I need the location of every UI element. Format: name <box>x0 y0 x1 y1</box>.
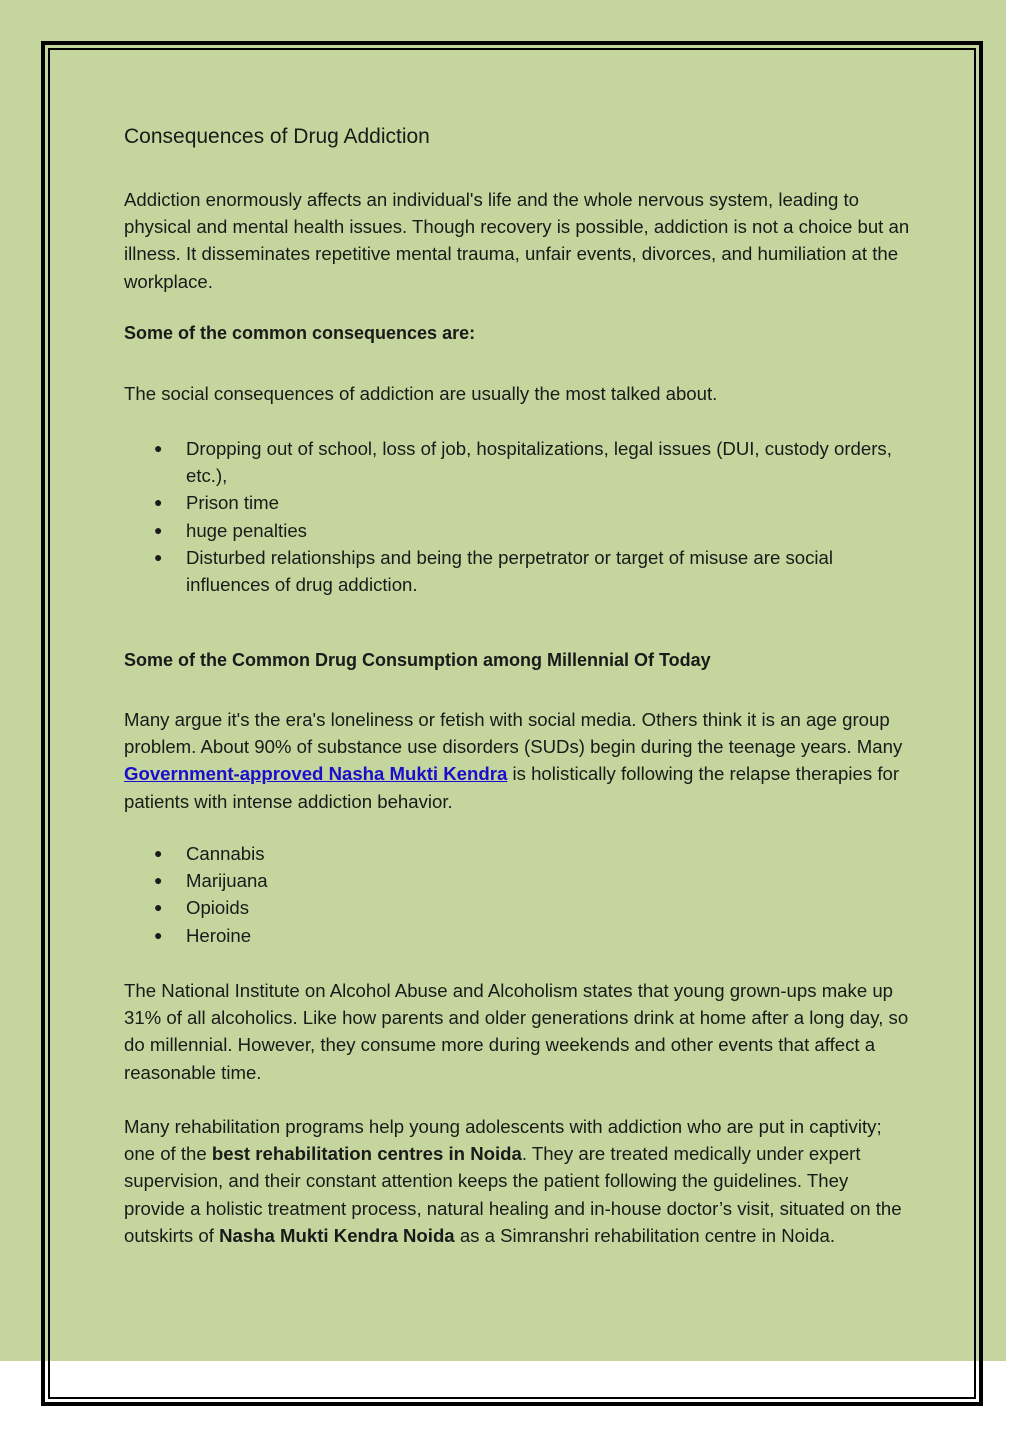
list-item: ● huge penalties <box>124 517 914 544</box>
rehab-bold-2: Nasha Mukti Kendra Noida <box>219 1224 455 1246</box>
list-item: ● Marijuana <box>124 867 914 894</box>
rehab-text-1: Many rehabilitation programs help young adolescents with addiction who are put in captivity; one of the <box>124 1116 882 1165</box>
page-title: Consequences of Drug Addiction <box>124 125 430 148</box>
nasha-mukti-kendra-link[interactable]: Government-approved Nasha Mukti Kendra <box>124 763 508 785</box>
drug-list <box>124 840 914 949</box>
millennial-text-after: is holistically following the relapse therapies for patients with intense addiction behavior. <box>124 763 900 812</box>
intro-paragraph: Addiction enormously affects an individual's life and the whole nervous system, leading to physical and mental health issues. Though recovery is possible, addiction is not a choice but an illness. It disseminates repetitive mental trauma, unfair events, divorces, and humiliation at the workplace. <box>124 189 910 292</box>
list-item: ● Prison time <box>124 489 914 516</box>
millennial-paragraph <box>124 706 914 815</box>
niaaa-paragraph: The National Institute on Alcohol Abuse and Alcoholism states that young grown-ups make up 31% of all alcoholics. Like how parents and older generations drink at home after a long day, so do millennial. However, they consume more during weekends and other events that affect a reasonable time. <box>124 980 909 1083</box>
list-item: ● Heroine <box>124 922 914 949</box>
list-item: ● Dropping out of school, loss of job, hospitalizations, legal issues (DUI, custody orders, etc.), <box>124 435 914 489</box>
social-intro-paragraph: The social consequences of addiction are usually the most talked about. <box>124 383 718 404</box>
list-item: ● Opioids <box>124 894 914 921</box>
rehab-paragraph <box>124 1113 914 1249</box>
rehab-text-2: . They are treated medically under expert supervision, and their constant attention keeps the patient following the guidelines. They provide a holistic treatment process, natural healing and in-house doctor’s visit, situated on the outskirts of <box>124 1143 902 1246</box>
rehab-text-3: as a Simranshri rehabilitation centre in Noida. <box>454 1224 835 1246</box>
rehab-bold-1: best rehabilitation centres in Noida <box>211 1143 522 1165</box>
list-item: ● Cannabis <box>124 840 914 867</box>
list-item: ● Disturbed relationships and being the perpetrator or target of misuse are social influences of drug addiction. <box>124 544 914 598</box>
consequences-heading: Some of the common consequences are: <box>124 323 476 343</box>
drug-consumption-heading: Some of the Common Drug Consumption among Millennial Of Today <box>124 650 711 670</box>
social-consequences-list <box>124 435 914 598</box>
millennial-text-before: Many argue it's the era's loneliness or fetish with social media. Others think it is an age group problem. About 90% of substance use disorders (SUDs) begin during the teenage years. Many <box>124 709 903 758</box>
